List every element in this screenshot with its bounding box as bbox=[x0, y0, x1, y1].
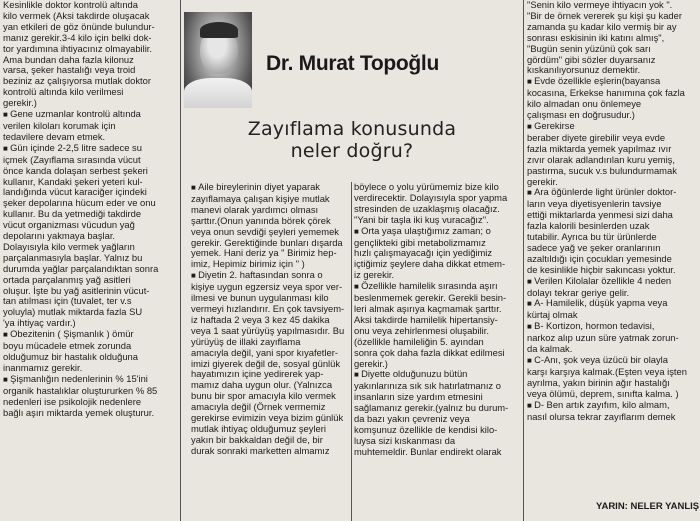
text-line: kocasına, Erkekse hanımına çok fazla bbox=[527, 87, 685, 99]
text-line: mutlak ihtiyaç olduğumuz şeyleri bbox=[191, 422, 326, 434]
text-line: tan atılması için (tuvalet, ter v.s bbox=[3, 295, 132, 307]
text-line: stresinden de uzaklaşmış olacağız. bbox=[354, 202, 500, 214]
text-line: varsa, şeker hastalığı veya troid bbox=[3, 64, 136, 76]
text-line: içtiğimiz şeylere daha dikkat etmem- bbox=[354, 258, 506, 270]
text-line: önce kanda dolaşan serbest şekeri bbox=[3, 164, 148, 176]
text-line: gördüm" gibi sözler duyarsanız bbox=[527, 53, 656, 65]
text-line: hayatımızın içine yedirerek yap- bbox=[191, 368, 324, 380]
text-line: tor yardımına ihtiyacınız olmayabilir. bbox=[3, 42, 153, 54]
text-line: zıvır olarak adlandırılan kuru yemiş, bbox=[527, 153, 675, 165]
text-line: yemek. Hani deriz ya " Birimiz hep- bbox=[191, 247, 337, 259]
text-line: nasıl olursa tekrar zayıflarım demek bbox=[527, 410, 676, 422]
text-line: "Yani bir taşla iki kuş vuracağız". bbox=[354, 213, 489, 225]
text-line: yakın bir bakkaldan değil de, bir bbox=[191, 433, 323, 445]
text-line: vücut organizması vücudun yağ bbox=[3, 219, 135, 231]
text-line: organik hastalıklar oluştururken % 85 bbox=[3, 384, 158, 396]
text-line: fazla kalorili besinlerden uzak bbox=[527, 220, 650, 232]
text-line: ■ Gerekirse bbox=[527, 121, 697, 133]
text-line: "Bugün senin yüzünü çok sarı bbox=[527, 42, 651, 54]
text-line: beraber diyete girebilir veya evde bbox=[527, 131, 666, 143]
text-line: hızlı çalışmayacağı için yediğimiz bbox=[354, 247, 493, 259]
text-line: veya ölümü, deprem, sınıfta kalma. ) bbox=[527, 387, 679, 399]
text-line: bağlı aşırı miktarda yemek oluşturur. bbox=[3, 406, 155, 418]
text-line: durumda yağlar parçalandıktan sonra bbox=[3, 262, 159, 274]
text-line: sonrası eskisinin iki katını almış", bbox=[527, 31, 665, 43]
text-line: pastırma, sucuk v.s bulundurmamak bbox=[527, 164, 677, 176]
article-header bbox=[182, 4, 522, 109]
text-line: imiz, Hepimiz birimiz için " ) bbox=[191, 258, 305, 270]
text-line: amacıyla değil (Örnek vermemiz bbox=[191, 401, 326, 413]
text-line: Dolayısıyla kilo vermek yağların bbox=[3, 240, 135, 252]
text-line: verilen kiloları korumak için bbox=[3, 119, 116, 131]
text-line: zamanda şu kadar kilo vermiş bir ay bbox=[527, 20, 677, 32]
text-line: sadece yağ ve şeker oranlarının bbox=[527, 241, 661, 253]
text-line: kontrolü altında kilo verilmesi bbox=[3, 86, 124, 98]
article-title bbox=[182, 118, 522, 162]
text-line: böylece o yolu yürümemiz bize kilo bbox=[354, 181, 499, 192]
text-line: gerekir. bbox=[527, 175, 558, 187]
text-line: dolayı tekrar geriye gelir. bbox=[527, 286, 630, 298]
text-line: ■ Obezitenin ( Şişmanlık ) ömür bbox=[3, 329, 178, 341]
text-line: oluşur. İşte bu yağ asitlerinin vücut- bbox=[3, 284, 150, 296]
text-line: ayrılma, yakın birinin ağır hastalığı bbox=[527, 376, 670, 388]
text-line: ■ Şişmanlığın nedenlerinin % 15'ini bbox=[3, 374, 178, 386]
text-line: kişiye uygun egzersiz veya spor ver- bbox=[191, 281, 343, 293]
text-line: muhtemeldir. Bunlar endirekt olarak bbox=[354, 445, 502, 457]
text-line: gerekir.) bbox=[354, 357, 388, 369]
author-photo bbox=[184, 12, 252, 108]
text-line: ■ B- Kortizon, hormon tedavisi, bbox=[527, 321, 697, 333]
column-divider bbox=[523, 0, 524, 521]
text-line: içmek (Zayıflama sırasında vücut bbox=[3, 153, 141, 165]
text-line: yakınlarınıza sık sık hatırlatmanız o bbox=[354, 380, 501, 392]
text-line: karşı karşıya kalmak.(Eşten veya işten bbox=[527, 365, 687, 377]
text-line: parçalanmasıyla başlar. Yalnız bu bbox=[3, 251, 143, 263]
text-line: ■ Diyette olduğunuzu bütün bbox=[354, 369, 514, 381]
text-line: ların veya diyetisyenlerin tavsiye bbox=[527, 198, 662, 210]
text-line: ■ C-Anı, şok veya üzücü bir olayla bbox=[527, 355, 697, 367]
text-line: nedenleri ise psikolojik nedenlere bbox=[3, 395, 142, 407]
text-line: ■ Diyetin 2. haftasından sonra o bbox=[191, 270, 349, 282]
column-divider bbox=[180, 0, 181, 521]
text-line: gençlikteki gibi metabolizmamız bbox=[354, 236, 486, 248]
text-line: kıskanılıyorsunuz demektir. bbox=[527, 64, 641, 76]
text-line: ■ Özellikle hamilelik sırasında aşırı bbox=[354, 281, 514, 293]
text-line: gerekir. Gerektiğinde bunları dışarda bbox=[191, 236, 343, 248]
text-line: iz haftada 2 veya 3 kez 45 dakika bbox=[191, 313, 330, 325]
text-line: iz gerekir. bbox=[354, 269, 395, 281]
text-line: ■ Aile bireylerinin diyet yaparak bbox=[191, 182, 349, 194]
text-line: ortada parçalanmış yağ asitleri bbox=[3, 273, 131, 285]
text-line: manevi olarak yardımcı olması bbox=[191, 203, 319, 215]
text-line: beziniz az çalışıyorsa mutlak doktor bbox=[3, 75, 151, 87]
text-line: bunu bir spor amacıyla kilo vermek bbox=[191, 390, 336, 402]
column-2 bbox=[191, 182, 349, 457]
author-name: Dr. Murat Topoğlu bbox=[266, 52, 439, 75]
text-line: gerekirse evimizin veya bizim günlük bbox=[191, 412, 344, 424]
column-1 bbox=[3, 0, 178, 418]
text-line: Ama bundan daha fazla kilonuz bbox=[3, 53, 134, 65]
text-line: Kesinlikle doktor kontrolü altında bbox=[3, 0, 138, 10]
text-line: zayıflamaya çalışan kişiye mutlak bbox=[191, 192, 330, 204]
next-article-label: YARIN: NELER YANLIŞ bbox=[596, 501, 700, 512]
text-line: ■ Gün içinde 2-2,5 litre sadece su bbox=[3, 143, 178, 155]
text-line: çalışması en doğrusudur.) bbox=[527, 109, 635, 121]
text-line: ■ D- Ben artık zayıfım, kilo almam, bbox=[527, 400, 697, 412]
text-line: ■ Verilen Kilolalar özellikle 4 neden bbox=[527, 276, 697, 288]
text-line: (özellikle hamileliğin 5. ayından bbox=[354, 335, 484, 347]
text-line: veya onun sevdiği şeyleri yememek bbox=[191, 225, 339, 237]
text-line: fazla miktarda yemek yapılmaz ıvır bbox=[527, 142, 672, 154]
text-line: ■ Gene uzmanlar kontrolü altında bbox=[3, 109, 178, 121]
text-line: manız gerekir.3-4 kilo için belki dok- bbox=[3, 31, 152, 43]
text-line: inanmamız gerekir. bbox=[3, 361, 83, 373]
text-line: gerekir.) bbox=[3, 97, 37, 109]
text-line: da bazı yakın çevreniz veya bbox=[354, 413, 470, 425]
text-line: imizi giyerek değil de, sosyal günlük bbox=[191, 357, 341, 369]
text-line: şarttır.(Onun yanında börek çörek bbox=[191, 214, 331, 226]
text-line: Aksi takdirde hamilelik hipertansiy- bbox=[354, 313, 498, 325]
text-line: ■ A- Hamilelik, düşük yapma veya bbox=[527, 298, 697, 310]
text-line: mamız daha uygun olur. (Yalnızca bbox=[191, 379, 333, 391]
text-line: sağlamanız gerekir.(yalnız bu durum- bbox=[354, 402, 509, 414]
text-line: komşunuz özellikle de kendisi kilo- bbox=[354, 423, 498, 435]
text-line: kullanır. Bu da yetmediği takdirde bbox=[3, 208, 142, 220]
text-line: boyu mücadele etmek zorunda bbox=[3, 340, 132, 352]
text-line: durak sonraki marketten almamız bbox=[191, 444, 330, 456]
column-divider bbox=[351, 182, 352, 521]
text-line: 'ya ihtiyaç vardır.) bbox=[3, 317, 76, 329]
text-line: ■ Orta yaşa ulaştığımız zaman; o bbox=[354, 226, 514, 238]
text-line: "Bir de örnek vererek şu kişi şu kader bbox=[527, 9, 682, 21]
text-line: azaltıldığı için çocukları yemesinde bbox=[527, 252, 672, 264]
text-line: landığında vücut karaciğer içindeki bbox=[3, 186, 147, 198]
text-line: insanların size yardım etmesini bbox=[354, 391, 483, 403]
text-line: veya 1 saat yürüyüş yapılmasıdır. Bu bbox=[191, 324, 345, 336]
text-line: ■ Evde özellikle eşlerin(bayansa bbox=[527, 76, 697, 88]
text-line: kullanır, Kandaki şekeri yeteri kul- bbox=[3, 175, 143, 187]
text-line: yan etkileri de göz önünde bulundur- bbox=[3, 20, 155, 32]
text-line: kilo vermek (Aksi takdirde oluşacak bbox=[3, 9, 150, 21]
text-line: tedavilere devam etmek. bbox=[3, 130, 106, 142]
text-line: luysa sizi kıskanması da bbox=[354, 434, 456, 446]
text-line: ■ Ara öğünlerde light ürünler doktor- bbox=[527, 187, 697, 199]
column-3 bbox=[354, 182, 514, 458]
column-4 bbox=[527, 0, 697, 422]
text-line: yürüyüş de illaki zayıflama bbox=[191, 335, 301, 347]
text-line: ilmesi ve bunun uygulanması kilo bbox=[191, 292, 329, 304]
text-line: beslenmemek gerekir. Gerekli besin- bbox=[354, 292, 507, 304]
text-line: tutabilir. Ayrıca bu tür ürünlerde bbox=[527, 231, 657, 243]
text-line: olduğumuz bir hastalık olduğuna bbox=[3, 351, 138, 362]
text-line: kürtaj olmak bbox=[527, 309, 578, 321]
text-line: narkoz alıp uzun süre yatmak zorun- bbox=[527, 332, 679, 344]
text-line: amacıyla değil, yani spor kıyafetler- bbox=[191, 346, 338, 358]
text-line: "Senin kilo vermeye ihtiyacın yok ". bbox=[527, 0, 673, 10]
article-title-line-2: neler doğru? bbox=[290, 140, 414, 162]
text-line: ettiği miktarlarda yenmesi sizi daha bbox=[527, 209, 673, 221]
text-line: leri almak aşırıya kaçmamak şarttır. bbox=[354, 302, 502, 314]
text-line: şeker depolarına hücum eder ve onu bbox=[3, 197, 156, 209]
text-line: depolarını yakmaya başlar. bbox=[3, 230, 116, 242]
text-line: sonra çok daha fazla dikkat edilmesi bbox=[354, 346, 505, 358]
text-line: verdirecektir. Dolayısıyla spor yapma bbox=[354, 191, 508, 203]
text-line: yoluyla) mutlak miktarda fazla SU bbox=[3, 306, 143, 318]
text-line: da kalmak. bbox=[527, 343, 573, 355]
text-line: vermeyi hızlandırır. En çok tavsiyem- bbox=[191, 302, 345, 314]
text-line: de kesinlikle hiçbir sakıncası yoktur. bbox=[527, 263, 676, 275]
text-line: onu veya zehirlenmesi oluşabilir. bbox=[354, 324, 489, 336]
text-line: kilo almadan onu önlemeye bbox=[527, 98, 642, 110]
article-title-line-1: Zayıflama konusunda bbox=[247, 118, 457, 140]
